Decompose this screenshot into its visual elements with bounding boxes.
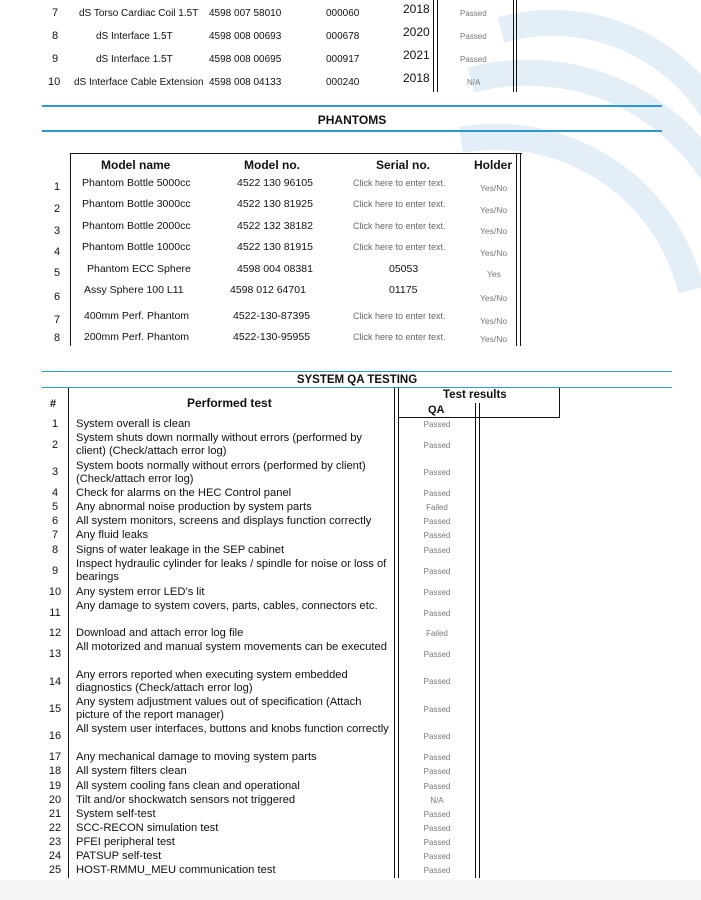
test-description: Any abnormal noise production by system parts [76,501,312,513]
test-description: Any fluid leaks [76,529,149,541]
test-result: Passed [460,32,487,41]
row-number: 4 [51,487,59,499]
qa-result: N/A [430,796,444,805]
serial-number: 000917 [326,54,360,65]
row-number: 10 [48,76,61,88]
row-number: 10 [48,586,62,598]
row-number: 3 [54,225,61,237]
phantom-serial[interactable]: 05053 [389,263,419,275]
year: 2021 [403,48,430,62]
model-number: 4598 008 00695 [209,54,282,65]
test-description: Any system error LED’s lit [76,586,205,598]
model-number: 4598 007 58010 [209,8,282,19]
qa-result: Passed [423,531,451,540]
phantom-model: 4522 130 81915 [237,241,313,253]
test-description: All system filters clean [76,765,187,777]
qa-result: Passed [423,838,451,847]
test-description: Inspect hydraulic cylinder for leaks / spindle for noise or loss of bearings [76,558,387,583]
qa-result: Passed [423,517,451,526]
row-number: 25 [48,864,62,876]
phantom-serial[interactable]: Click here to enter text. [353,199,446,209]
qa-result: Passed [423,468,451,477]
coil-name: dS Interface Cable Extension [74,77,204,88]
test-description: All system monitors, screens and displays function correctly [76,515,372,527]
section-divider [42,371,672,372]
phantom-name: Phantom Bottle 5000cc [82,177,191,189]
row-number: 1 [51,418,59,430]
phantom-model: 4522 130 96105 [237,177,313,189]
coil-name: dS Interface 1.5T [96,31,173,42]
qa-result: Passed [423,824,451,833]
model-number: 4598 008 00693 [209,31,282,42]
test-result: Passed [460,55,487,64]
test-result: Passed [460,9,487,18]
row-number: 1 [54,181,61,193]
holder-value: Yes/No [480,205,508,215]
test-description: Check for alarms on the HEC Control panel [76,487,292,499]
qa-result: Failed [426,503,448,512]
qa-result: Passed [423,650,451,659]
qa-result: Passed [423,810,451,819]
qa-result: Passed [423,852,451,861]
row-number: 23 [48,836,62,848]
phantom-serial[interactable]: Click here to enter text. [353,178,446,188]
qa-result: Passed [423,420,451,429]
test-description: All motorized and manual system movements can be executed [76,641,387,653]
test-description: Download and attach error log file [76,627,244,639]
test-description: HOST-RMMU_MEU communication test [76,864,276,876]
row-number: 15 [48,703,62,715]
qa-result: Passed [423,441,451,450]
row-number: 22 [48,822,62,834]
qa-result: Failed [426,629,448,638]
qa-result: Passed [423,567,451,576]
section-title-phantoms: PHANTOMS [317,113,387,127]
row-number: 7 [54,314,61,326]
holder-value: Yes [487,269,501,279]
row-number: 5 [51,501,59,513]
coil-name: dS Torso Cardiac Coil 1.5T [79,8,199,19]
column-header-model-no: Model no. [244,158,300,172]
test-description: System shuts down normally without errors (performed by client) (Check/attach error log) [76,432,363,457]
test-description: PATSUP self-test [76,850,162,862]
qa-result: Passed [423,546,451,555]
row-number: 20 [48,794,62,806]
test-description: Signs of water leakage in the SEP cabinet [76,544,285,556]
qa-result: Passed [423,767,451,776]
serial-number: 000060 [326,8,360,19]
row-number: 13 [48,648,62,660]
year: 2018 [403,2,430,16]
test-description: All system cooling fans clean and operational [76,780,300,792]
qa-result: Passed [423,705,451,714]
phantom-name: Assy Sphere 100 L11 [84,284,184,296]
column-header-model-name: Model name [101,158,171,172]
qa-result: Passed [423,609,451,618]
test-result: N/A [467,78,481,87]
phantom-name: Phantom Bottle 3000cc [82,198,191,210]
row-number: 8 [51,544,59,556]
row-number: 24 [48,850,62,862]
section-divider [42,130,662,132]
phantom-serial[interactable]: Click here to enter text. [353,221,446,231]
phantom-serial[interactable]: Click here to enter text. [353,332,446,342]
qa-result: Passed [423,588,451,597]
row-number: 8 [54,332,61,344]
serial-number: 000240 [326,77,360,88]
phantom-model: 4522-130-87395 [233,310,311,322]
phantom-model: 4522 132 38182 [237,220,313,232]
row-number: 19 [48,780,62,792]
row-number: 21 [48,808,62,820]
section-divider [42,387,672,388]
holder-value: Yes/No [480,316,508,326]
holder-value: Yes/No [480,334,508,344]
column-header-holder: Holder [474,158,513,172]
column-header-qa: QA [428,404,445,416]
test-description: Any system adjustment values out of specification (Attach picture of the report manager) [76,696,362,721]
row-number: 8 [52,30,59,42]
row-number: 6 [54,291,61,303]
phantom-name: 200mm Perf. Phantom [84,331,190,343]
holder-value: Yes/No [480,248,508,258]
watermark-arcs [441,0,701,310]
row-number: 18 [48,765,62,777]
row-number: 7 [51,529,59,541]
row-number: 14 [48,676,62,688]
year: 2018 [403,71,430,85]
test-description: System self-test [76,808,156,820]
row-number: 3 [51,466,59,478]
phantom-model: 4522 130 81925 [237,198,313,210]
test-description: Any mechanical damage to moving system parts [76,751,317,763]
holder-value: Yes/No [480,293,508,303]
holder-value: Yes/No [480,183,508,193]
qa-result: Passed [423,677,451,686]
row-number: 16 [48,730,62,742]
qa-result: Passed [423,732,451,741]
column-header-performed-test: Performed test [187,396,272,410]
serial-number: 000678 [326,31,360,42]
phantom-model: 4598 004 08381 [237,263,313,275]
row-number: 2 [51,439,59,451]
page-bottom-band [0,880,701,900]
qa-result: Passed [423,866,451,875]
row-number: 9 [51,565,59,577]
qa-result: Passed [423,782,451,791]
test-description: SCC-RECON simulation test [76,822,219,834]
test-description: System boots normally without errors (performed by client) (Check/attach error log) [76,460,366,485]
phantom-name: Phantom Bottle 1000cc [82,241,191,253]
holder-value: Yes/No [480,226,508,236]
row-number: 11 [49,607,61,619]
test-description: PFEI peripheral test [76,836,175,848]
column-header-serial-no: Serial no. [376,158,431,172]
phantom-name: 400mm Perf. Phantom [84,310,190,322]
phantom-serial[interactable]: Click here to enter text. [353,311,446,321]
phantom-name: Phantom ECC Sphere [87,263,191,275]
section-title-qa: SYSTEM QA TESTING [296,374,418,386]
model-number: 4598 008 04133 [209,77,282,88]
phantom-serial[interactable]: Click here to enter text. [353,242,446,252]
test-description: Any damage to system covers, parts, cables, connectors etc. [76,600,378,612]
phantom-model: 4598 012 64701 [230,284,306,296]
section-divider [42,105,662,107]
test-description: System overall is clean [76,418,191,430]
coil-name: dS Interface 1.5T [96,54,173,65]
qa-result: Passed [423,489,451,498]
row-number: 12 [48,627,62,639]
phantom-name: Phantom Bottle 2000cc [82,220,191,232]
row-number: 4 [54,246,61,258]
phantom-model: 4522-130-95955 [233,331,311,343]
phantom-serial[interactable]: 01175 [389,284,418,296]
test-description: Tilt and/or shockwatch sensors not triggered [76,794,296,806]
column-header-test-results: Test results [443,389,507,401]
year: 2020 [403,25,430,39]
row-number: 9 [52,53,59,65]
qa-result: Passed [423,753,451,762]
row-number: 6 [51,515,59,527]
row-number: 17 [48,751,62,763]
row-number: 2 [54,203,61,215]
column-header-number: # [50,398,57,410]
row-number: 5 [54,267,61,279]
test-description: All system user interfaces, buttons and knobs function correctly [76,723,389,735]
row-number: 7 [52,7,59,19]
test-description: Any errors reported when executing system embedded diagnostics (Check/attach error log) [76,669,348,694]
